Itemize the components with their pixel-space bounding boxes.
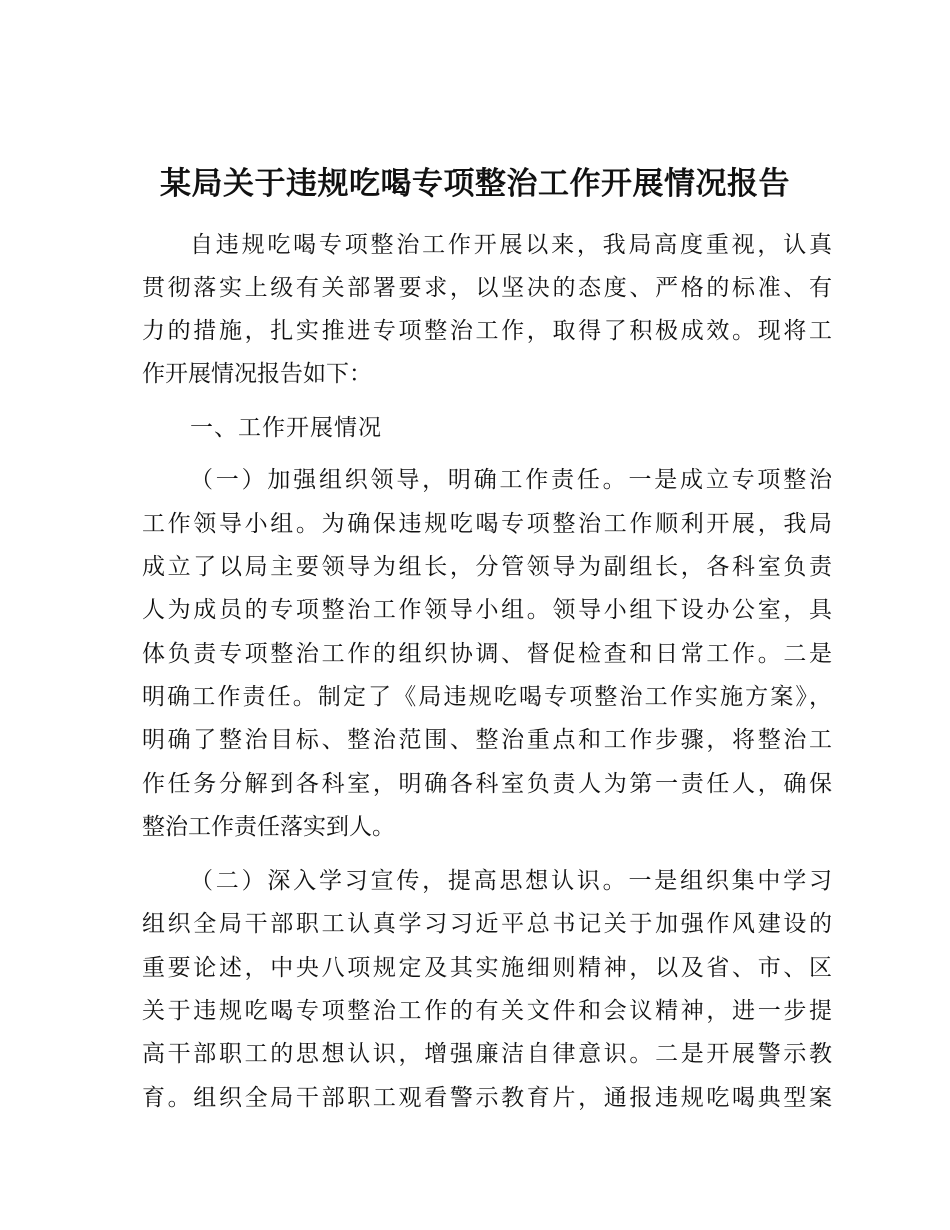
paragraph-line: 重要论述，中央八项规定及其实施细则精神，以及省、市、区 bbox=[142, 955, 832, 981]
paragraph-line: 工作领导小组。为确保违规吃喝专项整治工作顺利开展，我局 bbox=[142, 511, 832, 537]
paragraph-line: 明确工作责任。制定了《局违规吃喝专项整治工作实施方案》， bbox=[142, 684, 832, 710]
paragraph-line: 组织全局干部职工认真学习习近平总书记关于加强作风建设的 bbox=[142, 911, 832, 937]
paragraph-line: 明确了整治目标、整治范围、整治重点和工作步骤，将整治工 bbox=[142, 727, 832, 753]
paragraph-line: 体负责专项整治工作的组织协调、督促检查和日常工作。二是 bbox=[142, 641, 832, 667]
intro-line: 作开展情况报告如下： bbox=[142, 361, 372, 387]
intro-line: 力的措施，扎实推进专项整治工作，取得了积极成效。现将工 bbox=[142, 318, 832, 344]
intro-line: 贯彻落实上级有关部署要求，以坚决的态度、严格的标准、有 bbox=[142, 275, 832, 301]
paragraph-line: 人为成员的专项整治工作领导小组。领导小组下设办公室，具 bbox=[142, 597, 832, 623]
paragraph-line: 成立了以局主要领导为组长，分管领导为副组长，各科室负责 bbox=[142, 554, 832, 580]
paragraph-line: 整治工作责任落实到人。 bbox=[142, 814, 395, 840]
paragraph-line: 关于违规吃喝专项整治工作的有关文件和会议精神，进一步提 bbox=[142, 998, 832, 1024]
paragraph-line: 作任务分解到各科室，明确各科室负责人为第一责任人，确保 bbox=[142, 771, 832, 797]
intro-line: 自违规吃喝专项整治工作开展以来，我局高度重视，认真 bbox=[190, 232, 832, 258]
paragraph-line: （二）深入学习宣传，提高思想认识。一是组织集中学习 bbox=[190, 868, 832, 894]
paragraph-line: （一）加强组织领导，明确工作责任。一是成立专项整治 bbox=[190, 467, 832, 493]
paragraph-line: 育。组织全局干部职工观看警示教育片，通报违规吃喝典型案 bbox=[142, 1085, 832, 1111]
document-title: 某局关于违规吃喝专项整治工作开展情况报告 bbox=[160, 166, 790, 202]
paragraph-line: 高干部职工的思想认识，增强廉洁自律意识。二是开展警示教 bbox=[142, 1041, 832, 1067]
section-heading: 一、工作开展情况 bbox=[190, 415, 382, 441]
